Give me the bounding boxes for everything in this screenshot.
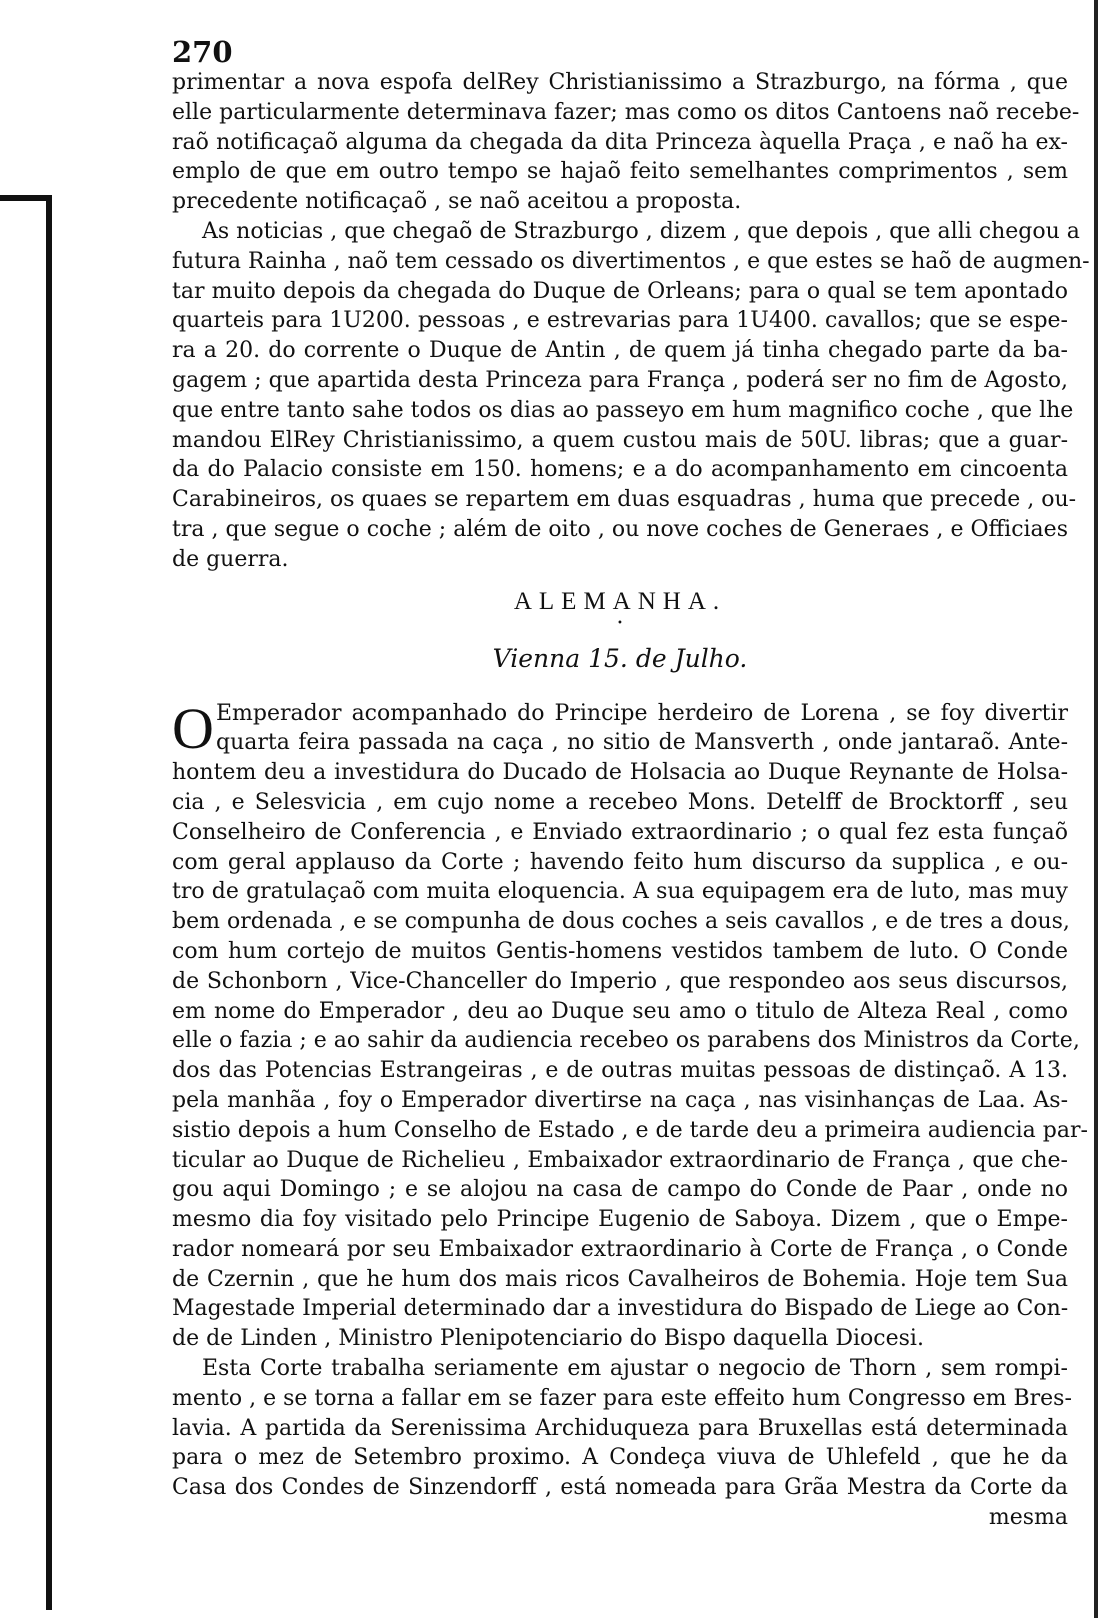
text-line: emplo de que em outro tempo se hajaõ feito semelhantes comprimentos , sem bbox=[172, 159, 1068, 185]
text-line: dos das Potencias Estrangeiras , e de outras muitas pessoas de distinçaõ. A 13. bbox=[172, 1058, 1068, 1084]
text-line: gou aqui Domingo ; e se alojou na casa de campo do Conde de Paar , onde no bbox=[172, 1177, 1068, 1203]
left-margin-bar bbox=[0, 195, 52, 1610]
text-line: mesmo dia foy visitado pelo Principe Eugenio de Saboya. Dizem , que o Empe- bbox=[172, 1207, 1068, 1233]
text-line: mento , e se torna a fallar em se fazer para este effeito hum Congresso em Bres- bbox=[172, 1385, 1072, 1411]
page-number: 270 bbox=[172, 35, 233, 69]
text-line: bem ordenada , e se compunha de dous coches a seis cavallos , e de tres a dous, bbox=[172, 909, 1070, 935]
text-line: pela manhãa , foy o Emperador divertirse na caça , nas visinhanças de Laa. As- bbox=[172, 1087, 1068, 1113]
text-line: com hum cortejo de muitos Gentis-homens vestidos tambem de luto. O Conde bbox=[172, 938, 1068, 964]
text-line: raõ notificaçaõ alguma da chegada da dita Princeza àquella Praça , e naõ ha ex- bbox=[172, 129, 1068, 155]
text-line: precedente notificaçaõ , se naõ aceitou a proposta. bbox=[172, 189, 742, 215]
text-line: quarta feira passada na caça , no sitio de Mansverth , onde jantaraõ. Ante- bbox=[216, 730, 1068, 756]
paragraph-2 bbox=[172, 217, 1090, 575]
drop-cap: O bbox=[172, 695, 214, 761]
text-line: Esta Corte trabalha seriamente em ajustar o negocio de Thorn , sem rompi- bbox=[202, 1356, 1068, 1382]
dateline: Vienna 15. de Julho. bbox=[492, 643, 748, 673]
text-line: em nome do Emperador , deu ao Duque seu amo o titulo de Alteza Real , como bbox=[172, 998, 1068, 1024]
text-block bbox=[172, 35, 1090, 1533]
section-heading: ALEMANHA. bbox=[513, 587, 727, 615]
text-line: Emperador acompanhado do Principe herdeiro de Lorena , se foy divertir bbox=[216, 700, 1068, 726]
catchword: mesma bbox=[988, 1505, 1068, 1531]
text-line: primentar a nova espofa delRey Christianissimo a Strazburgo, na fórma , que bbox=[172, 70, 1068, 95]
text-line: gagem ; que apartida desta Princeza para França , poderá ser no fim de Agosto, bbox=[172, 367, 1068, 393]
text-line: ticular ao Duque de Richelieu , Embaixador extraordinario de França , que che- bbox=[172, 1147, 1068, 1173]
text-line: sistio depois a hum Conselho de Estado , e de tarde deu a primeira audiencia par- bbox=[172, 1117, 1088, 1143]
text-line: mandou ElRey Christianissimo, a quem custou mais de 50U. libras; que a guar- bbox=[172, 427, 1068, 453]
text-line: de Czernin , que he hum dos mais ricos Cavalheiros de Bohemia. Hoje tem Sua bbox=[172, 1266, 1068, 1292]
page-edge bbox=[1094, 0, 1098, 1618]
text-line: Casa dos Condes de Sinzendorff , está nomeada para Grãa Mestra da Corte da bbox=[172, 1475, 1068, 1501]
text-line: da do Palacio consiste em 150. homens; e a do acompanhamento em cincoenta bbox=[172, 457, 1068, 483]
text-line: lavia. A partida da Serenissima Archiduqueza para Bruxellas está determinada bbox=[172, 1415, 1068, 1441]
text-line: Magestade Imperial determinado dar a investidura do Bispado de Liege ao Con- bbox=[172, 1296, 1069, 1322]
text-line: tra , que segue o coche ; além de oito , ou nove coches de Generaes , e Officiaes bbox=[172, 516, 1068, 542]
paragraph-1 bbox=[172, 68, 1080, 217]
text-line: com geral applauso da Corte ; havendo feito hum discurso da supplica , e ou- bbox=[172, 849, 1068, 875]
text-line: futura Rainha , naõ tem cessado os divertimentos , e que estes se haõ de augmen- bbox=[172, 248, 1090, 274]
paragraph-3 bbox=[172, 695, 1088, 1355]
text-line: tro de gratulaçaõ com muita eloquencia. A sua equipagem era de luto, mas muy bbox=[172, 879, 1068, 905]
text-line: hontem deu a investidura do Ducado de Holsacia ao Duque Reynante de Holsa- bbox=[172, 760, 1068, 786]
text-line: tar muito depois da chegada do Duque de Orleans; para o qual se tem apontado bbox=[172, 278, 1068, 304]
text-line: para o mez de Setembro proximo. A Condeça viuva de Uhlefeld , que he da bbox=[172, 1445, 1068, 1471]
text-line: Carabineiros, os quaes se repartem em duas esquadras , huma que precede , ou- bbox=[172, 487, 1077, 513]
text-line: de Schonborn , Vice-Chanceller do Imperio , que respondeo aos seus discursos, bbox=[172, 968, 1068, 994]
text-line: ra a 20. do corrente o Duque de Antin , de quem já tinha chegado parte da ba- bbox=[172, 338, 1068, 364]
text-line: de de Linden , Ministro Plenipotenciario do Bispo daquella Diocesi. bbox=[172, 1326, 924, 1352]
heading-ornament-dot: • bbox=[617, 617, 623, 629]
text-line: cia , e Selesvicia , em cujo nome a recebeo Mons. Detelff de Brocktorff , seu bbox=[172, 789, 1068, 815]
dropcap-lines bbox=[172, 695, 1068, 761]
text-line: elle o fazia ; e ao sahir da audiencia recebeo os parabens dos Ministros da Corte, bbox=[172, 1028, 1080, 1054]
text-line: As noticias , que chegaõ de Strazburgo , dizem , que depois , que alli chegou a bbox=[202, 218, 1080, 244]
text-line: rador nomeará por seu Embaixador extraordinario à Corte de França , o Conde bbox=[172, 1236, 1068, 1262]
text-line: Conselheiro de Conferencia , e Enviado extraordinario ; o qual fez esta funçaõ bbox=[172, 819, 1068, 845]
paragraph-4 bbox=[172, 1354, 1072, 1503]
text-line: elle particularmente determinava fazer; mas como os ditos Cantoens naõ recebe- bbox=[172, 99, 1080, 125]
text-line: que entre tanto sahe todos os dias ao passeyo em hum magnifico coche , que lhe bbox=[172, 397, 1074, 423]
text-line: de guerra. bbox=[172, 546, 289, 572]
text-line: quarteis para 1U200. pessoas , e estrevarias para 1U400. cavallos; que se espe- bbox=[172, 308, 1068, 334]
